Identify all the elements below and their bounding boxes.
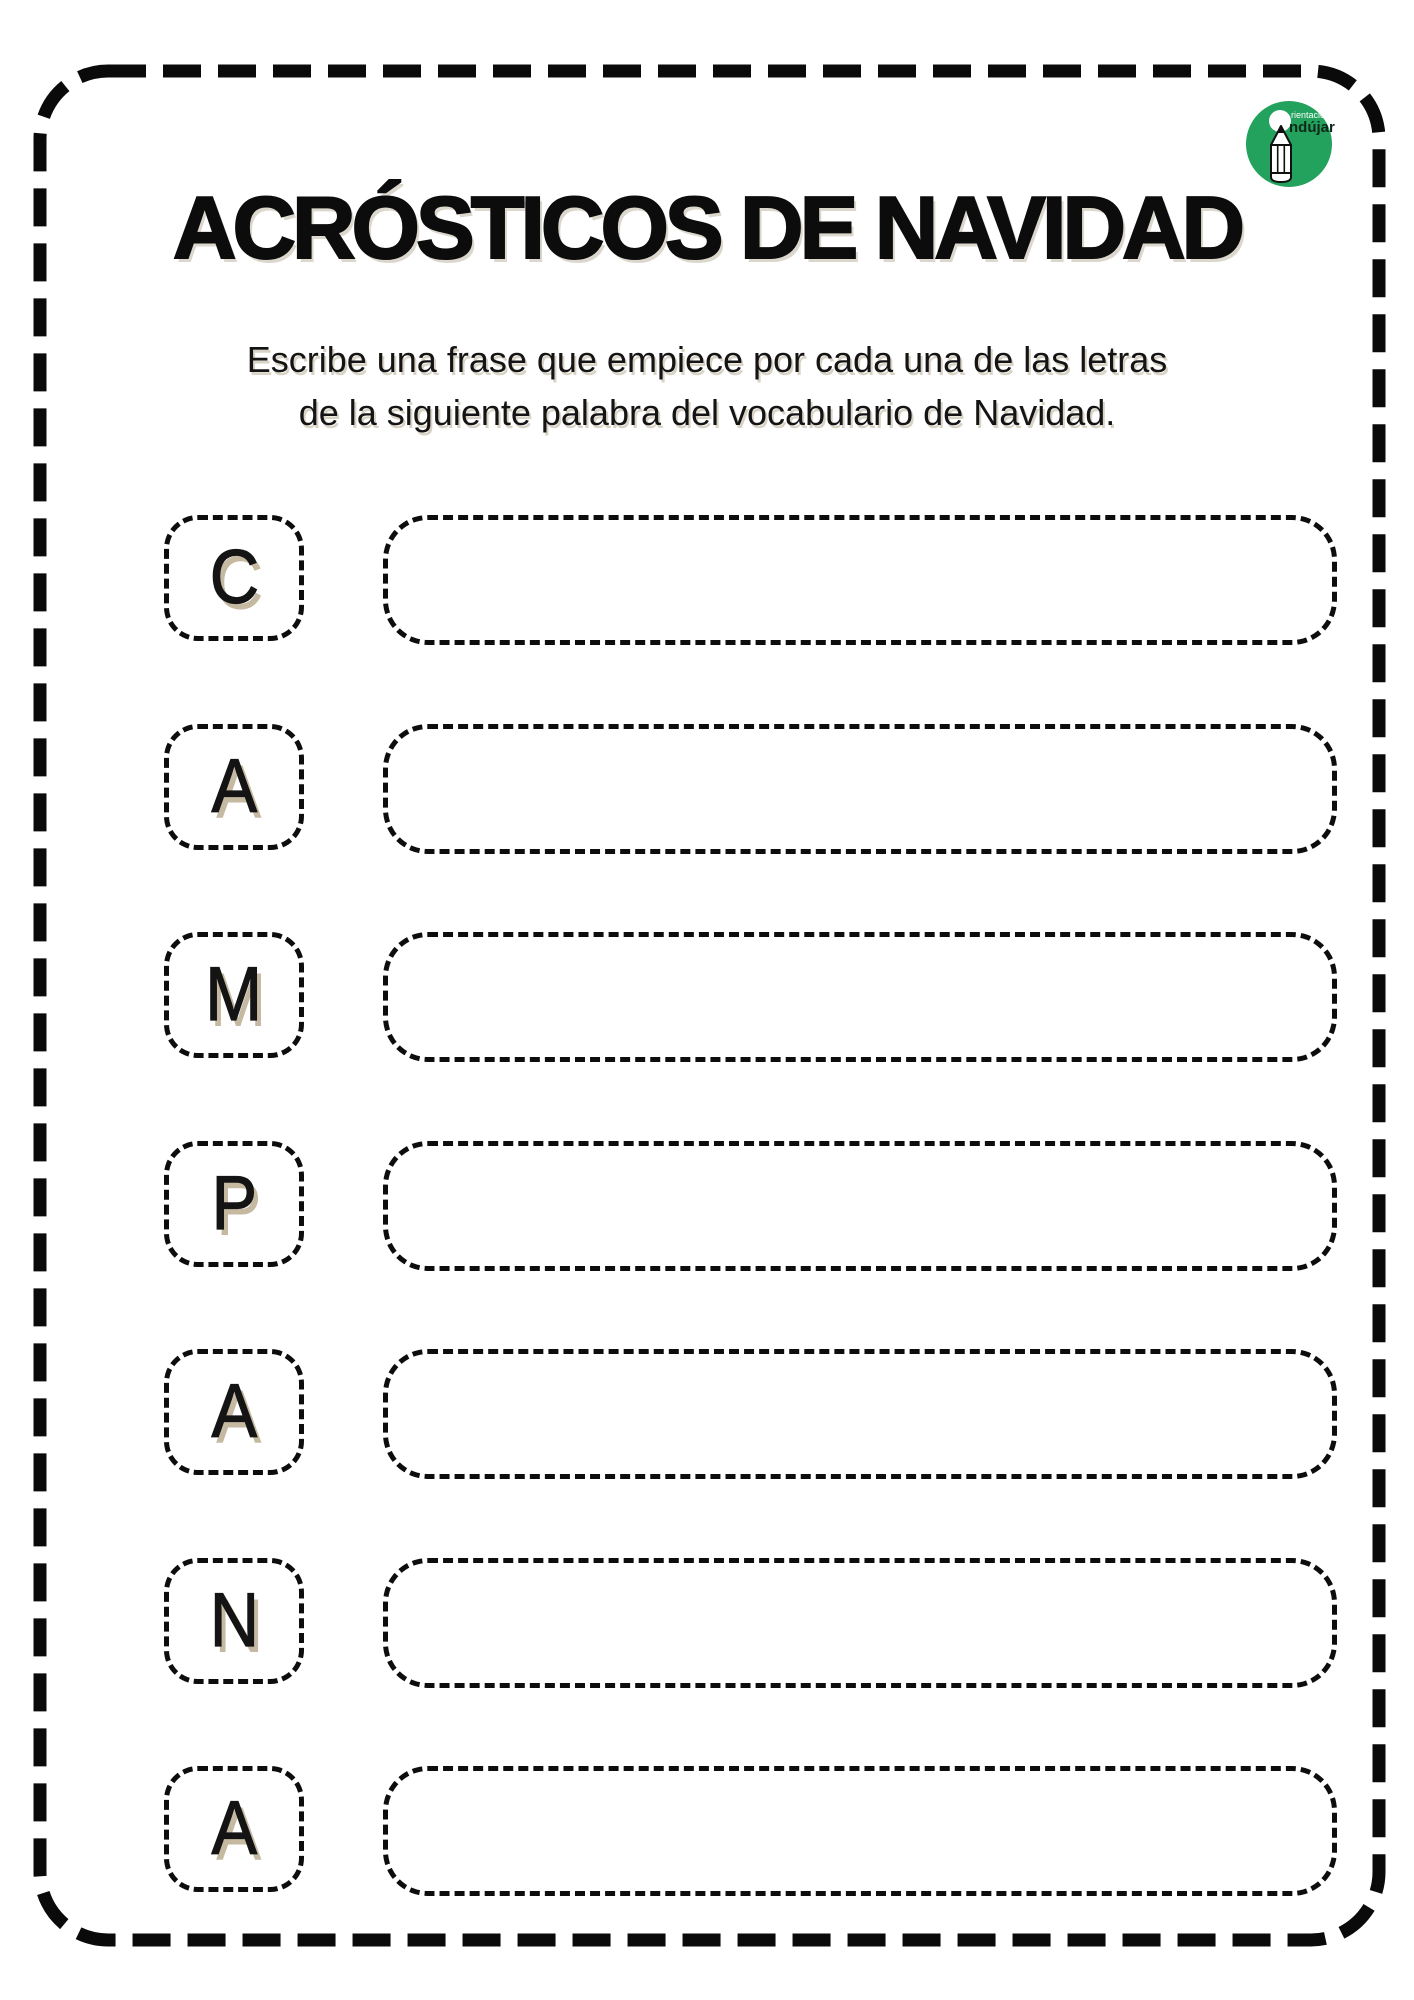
letter-box [164,1558,304,1684]
instructions [0,333,1414,439]
letter-label: A [211,1369,257,1454]
logo-text-bottom: ndújar [1289,119,1335,136]
acrostic-row [0,515,1414,645]
answer-box[interactable] [383,724,1337,854]
letter-label: M [205,952,263,1037]
answer-box[interactable] [383,1349,1337,1479]
acrostic-row [0,1141,1414,1271]
letter-label: P [211,1161,257,1246]
answer-box[interactable] [383,515,1337,645]
letter-label: N [209,1578,259,1663]
letter-box [164,724,304,850]
page-title: ACRÓSTICOS DE NAVIDAD [172,178,1242,277]
answer-box[interactable] [383,1141,1337,1271]
instruction-line-1: Escribe una frase que empiece por cada una de las letras [246,339,1168,380]
letter-box [164,1141,304,1267]
letter-box [164,932,304,1058]
answer-box[interactable] [383,932,1337,1062]
letter-box [164,1349,304,1475]
acrostic-rows [0,515,1414,1975]
acrostic-row [0,724,1414,854]
letter-label: A [211,1786,257,1871]
acrostic-row [0,1349,1414,1479]
acrostic-row [0,932,1414,1062]
answer-box[interactable] [383,1558,1337,1688]
letter-box [164,515,304,641]
letter-label: C [209,535,259,620]
logo-text-top: rientación [1291,110,1331,120]
acrostic-row [0,1766,1414,1896]
answer-box[interactable] [383,1766,1337,1896]
acrostic-row [0,1558,1414,1688]
letter-label: A [211,744,257,829]
letter-box [164,1766,304,1892]
logo-orientacion-andujar [1246,101,1335,187]
instruction-line-2: de la siguiente palabra del vocabulario de Navidad. [298,392,1116,433]
